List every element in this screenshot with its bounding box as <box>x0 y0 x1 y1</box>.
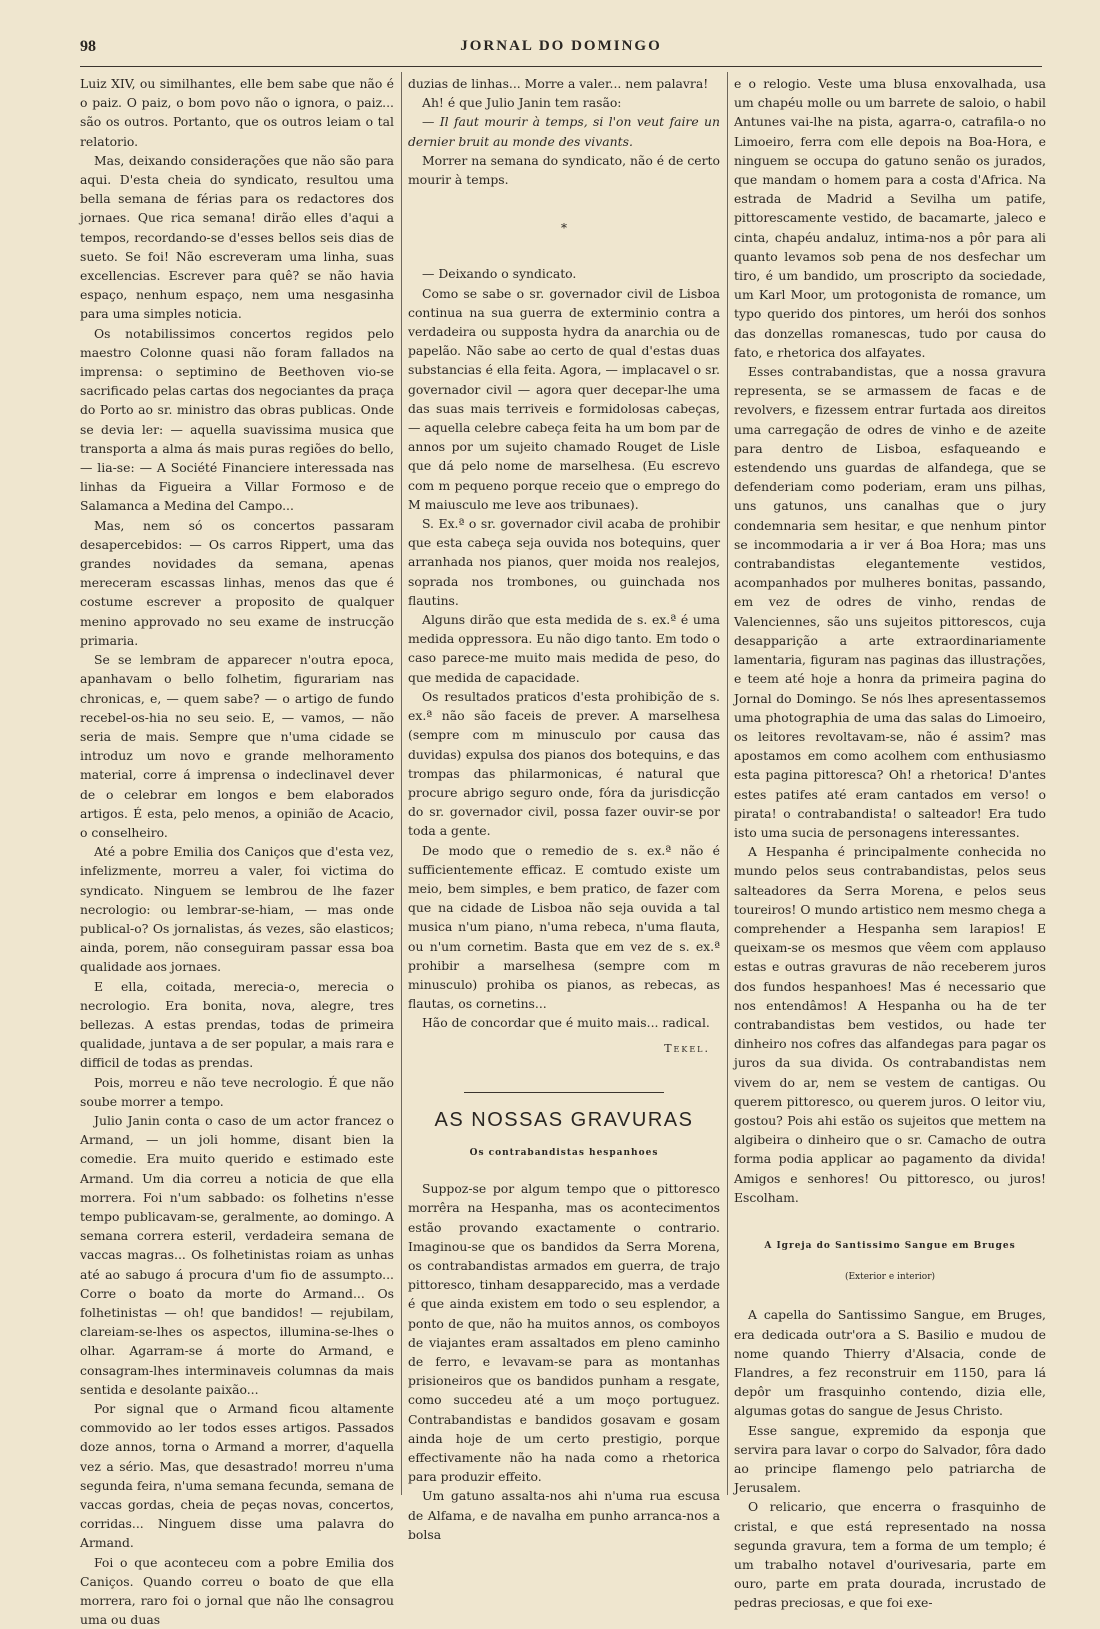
paragraph: Esse sangue, expremido da esponja que servira para lavar o corpo do Salvador, fôra dado ao principe flamengo pelo patriarcha de Jerusalem. <box>734 1422 1046 1496</box>
paragraph: e o relogio. Veste uma blusa enxovalhada, usa um chapéu molle ou um barrete de saloio, o habil Antunes vai-lhe na pista, agarra-o, catrafila-o no Limoeiro, ferra com elle depois na Boa-Hora, e ninguem se occupa do gatuno senão os jurados, que mandam o homem para a costa d'Africa. Na estrada de Madrid a Sevilha um patife, pittorescamente vestido, de bacamarte, jaleco e cinta, chapéu andaluz, intima-nos a pôr para ali quanto levamos sob pena de nos desfechar um tiro, é um bandido, um proscripto da sociedade, um Karl Moor, um protogonista de romance, um typo querido dos pintores, um herói dos sonhos das donzellas romanescas, tudo por causa do fato, e rhetorica dos alfayates. <box>734 76 1046 360</box>
paragraph: O relicario, que encerra o frasquinho de cristal, e que está representado na nossa segunda gravura, tem a forma de um templo; é um trabalho notavel d'ourivesaria, parte em ouro, parte em prata dourada, incrustado de pedras preciosas, e que foi exe- <box>734 1499 1046 1611</box>
paragraph: S. Ex.ª o sr. governador civil acaba de prohibir que esta cabeça seja ouvida nos botequins, quer arranhada nos pianos, quer moida nos realejos, soprada nos trombones, ou guinchada nos flautins. <box>408 516 720 608</box>
article-subtitle: Os contrabandistas hespanhoes <box>469 1147 659 1158</box>
paragraph: Hão de concordar que é muito mais... radical. <box>422 1015 710 1031</box>
paragraph: Luiz XIV, ou similhantes, elle bem sabe que não é o paiz. O paiz, o bom povo não o ignora, o paiz... são os outros. Portanto, que os outros leiam o tal relatorio. <box>80 76 394 149</box>
paragraph: Mas, deixando considerações que não são para aqui. D'esta cheia do syndicato, resultou uma bella semana de férias para os redactores dos jornaes. Que rica semana! dirão elles d'aqui a tempos, recordando-se d'esses bellos seis dias de sueto. Se foi! Não escreveram uma linha, suas excellencias. Escrever para quê? se não havia espaço, nenhum espaço, nem uma nesgasinha para uma simples noticia. <box>80 152 394 322</box>
section-star: * <box>561 221 567 236</box>
paragraph: Esses contrabandistas, que a nossa gravura representa, se se armassem de facas e de revolvers, e fizessem entrar furtada aos direitos uma carregação de odres de vinho e de azeite para dentro de Lisboa, esfaqueando e estendendo uns guardas de alfandega, que se defenderiam como poderiam, eram uns pilhas, uns gatunos, uns canalhas que o jury condemnaria sem hesitar, e que nenhum pintor se incommodaria a ir ver á Boa Hora; mas uns contrabandistas elegantemente vestidos, acompanhados por mulheres bonitas, passando, em vez de odres de vinho, rendas de Valenciennes, são uns sujeitos pittorescos, cuja desapparição a arte extraordinariamente lamentaria, figuram nas paginas das illustrações, e teem até hoje a honra da primeira pagina do Jornal do Domingo. Se nós lhes apresentassemos uma photographia de uma das salas do Limoeiro, os leitores revoltavam-se, não é assim? mas apostamos em como acolhem com enthusiasmo esta pagina pittoresca? Oh! a rhetorica! D'antes estes patifes até eram cantados em verso! o pirata! o contrabandista! o salteador! Era tudo isto uma sucia de personagens interessantes. <box>734 364 1046 840</box>
column-2 <box>408 74 720 1542</box>
paragraph: Os resultados praticos d'esta prohibição de s. ex.ª não são faceis de prever. A marselhesa (sempre com m minusculo por causa das duvidas) expulsa dos pianos dos botequins, e das trompas das philarmonicas, é natural que procure abrigo seguro onde, fóra da jurisdicção do sr. governador civil, possa fazer ouvir-se por toda a gente. <box>408 688 720 839</box>
column-1 <box>80 74 394 1628</box>
page-header <box>80 38 1042 66</box>
masthead: JORNAL DO DOMINGO <box>460 38 662 54</box>
paragraph: Alguns dirão que esta medida de s. ex.ª é uma medida oppressora. Eu não digo tanto. Em todo o caso parece-me muito mais medida de peso, do que medida de capacidade. <box>408 612 720 685</box>
paragraph: Os notabilissimos concertos regidos pelo maestro Colonne quasi não foram fallados na imprensa: o septimino de Beethoven vio-se sacrificado pelas cartas dos negociantes da praça do Porto ao sr. ministro das obras publicas. Onde se devia ler: — aquella suavissima musica que transporta a alma ás mais puras regiões do bello, — lia-se: — A Société Financiere interessada nas linhas da Figueira a Villar Formoso e de Salamanca a Medina del Campo... <box>80 325 394 514</box>
page-number: 98 <box>80 38 96 55</box>
paragraph: De modo que o remedio de s. ex.ª não é sufficientemente efficaz. E comtudo existe um meio, bem simples, e bem pratico, de fazer com que na cidade de Lisboa não seja ouvida a tal musica n'um piano, n'uma rebeca, n'uma flauta, ou n'um cornetim. Basta que em vez de s. ex.ª prohibir a marselhesa (sempre com m minusculo) prohiba os pianos, as rebecas, as flautas, os cornetins... <box>408 842 720 1012</box>
column-rule-2 <box>727 72 728 1495</box>
paragraph: A capella do Santissimo Sangue, em Bruges, era dedicada outr'ora a S. Basilio e mudou de nome quando Thierry d'Alsacia, conde de Flandres, a fez reconstruir em 1150, para lá depôr um frasquinho contendo, dizia elle, algumas gotas do sangue de Jesus Christo. <box>734 1307 1046 1419</box>
paragraph: E ella, coitada, merecia-o, merecia o necrologio. Era bonita, nova, alegre, tres bellezas. A estas prendas, todas de primeira qualidade, juntava a de ser popular, a mais rara e difficil de todas as prendas. <box>80 978 394 1071</box>
header-rule <box>80 66 1042 67</box>
section-title: AS NOSSAS GRAVURAS <box>434 1108 694 1131</box>
paragraph: Julio Janin conta o caso de um actor francez o Armand, — un joli homme, disant bien la comedie. Era muito querido e estimado este Armand. Um dia correu a noticia de que ella morrera. Foi n'um sabbado: os folhetins n'esse tempo publicavam-se, geralmente, ao domingo. A semana correra esteril, verdadeira semana de vaccas magras... Os folhetinistas roiam as unhas até ao sabugo á procura d'um fio de assumpto... Corre o boato da morte do Armand... Os folhetinistas — oh! que bandidos! — rejubilam, clareiam-se-lhes os aspectos, illumina-se-lhes o olhar. Agarram-se á morte do Armand, e consagram-lhes interminaveis columnas da mais sentida e desolante paixão... <box>80 1112 394 1397</box>
paragraph: Mas, nem só os concertos passaram desapercebidos: — Os carros Rippert, uma das grandes novidades da semana, apenas mereceram escassas linhas, menos das que é costume escrever a proposito de qualquer menino approvado no seu exame de instrucção primaria. <box>80 517 394 648</box>
paragraph: Até a pobre Emilia dos Caniços que d'esta vez, infelizmente, morreu a valer, foi victima do syndicato. Ninguem se lembrou de lhe fazer necrologio: ou lembrar-se-hiam, — mas onde publical-o? Os jornalistas, ás vezes, são elasticos; ainda, porem, não conseguiram passar essa boa qualidade aos jornaes. <box>80 844 394 975</box>
paragraph: — Deixando o syndicato. <box>422 266 577 282</box>
paragraph: Morrer na semana do syndicato, não é de certo mourir à temps. <box>408 152 720 188</box>
paragraph: Ah! é que Julio Janin tem rasão: <box>422 95 622 111</box>
paragraph: Foi o que aconteceu com a pobre Emilia dos Caniços. Quando correu o boato de que ella morrera, raro foi o jornal que não lhe consagrou uma ou duas <box>80 1554 394 1628</box>
column-rule-1 <box>401 72 402 1495</box>
column-3 <box>734 74 1046 1611</box>
paragraph: Um gatuno assalta-nos ahi n'uma rua escusa de Alfama, e de navalha em punho arranca-nos a bolsa <box>408 1488 720 1542</box>
paragraph: Pois, morreu e não teve necrologio. É que não soube morrer a tempo. <box>80 1074 394 1109</box>
paragraph: A Hespanha é principalmente conhecida no mundo pelos seus contrabandistas, pelos seus salteadores da Serra Morena, e pelos seus toureiros! O mundo artistico nem mesmo chega a comprehender a Hespanha sem larapios! E queixam-se os mesmos que vêem com applauso estas e outras gravuras de não receberem juros dos fundos hespanhoes! Mas é necessario que nos entendâmos! A Hespanha ou ha de ter contrabandistas bem vestidos, ou hade ter dinheiro nos cofres das alfandegas para pagar os juros da sua divida. Os contrabandistas nem vivem do ar, nem se vestem de cantigas. Ou querem pittoresco, ou querem juros. O leitor viu, gostou? Pois ahi estão os sujeitos que mettem na algibeira o dinheiro que o sr. Camacho de outra forma podia applicar ao pagamento da divida! Amigos e senhores! Ou pittoresco, ou juros! Escolham. <box>734 844 1046 1205</box>
article-title: A Igreja do Santissimo Sangue em Bruges <box>764 1240 1016 1251</box>
paragraph: Se se lembram de apparecer n'outra epoca, apanhavam o bello folhetim, figurariam nas chronicas, e, — quem sabe? — o artigo de fundo recebel-os-hia no seu seio. E, — vamos, — não seria de mais. Sempre que n'uma cidade se introduz um novo e grande melhoramento material, corre á imprensa o indeclinavel dever de o celebrar em longos e bem elaborados artigos. É esta, pelo menos, a opinião de Acacio, o conselheiro. <box>80 652 394 840</box>
paragraph: Como se sabe o sr. governador civil de Lisboa continua na sua guerra de exterminio contra a verdadeira ou supposta hydra da anarchia ou de papelão. Não sabe ao certo de qual d'estas duas substancias é ella feita. Agora, — implacavel o sr. governador civil — agora quer decepar-lhe uma das suas mais terriveis e formidolosas cabeças, — aquella celebre cabeça feita ha um bom par de annos por um sujeito chamado Rouget de Lisle que dá pelo nome de marselhesa. (Eu escrevo com m pequeno porque receio que o emprego do M maiusculo me leve aos tribunaes). <box>408 285 720 512</box>
paragraph: duzias de linhas... Morre a valer... nem palavra! <box>408 76 709 91</box>
article-subtitle: (Exterior e interior) <box>844 1272 936 1283</box>
section-divider <box>464 1092 664 1093</box>
paragraph: Suppoz-se por algum tempo que o pittoresco morrêra na Hespanha, mas os acontecimentos estão provando exactamente o contrario. Imaginou-se que os bandidos da Serra Morena, os contrabandistas armados em guerra, de trajo pittoresco, tinham desapparecido, mas a verdade é que ainda existem em todo o seu esplendor, a ponto de que, não ha muitos annos, os comboyos de viajantes eram assaltados em pleno caminho de ferro, e levavam-se para as montanhas prisioneiros que os bandidos punham a resgate, como succedeu até a um moço portuguez. Contrabandistas e bandidos gosavam e gosam ainda hoje de um certo prestigio, porque effectivamente não ha nada como a rhetorica para produzir effeito. <box>408 1181 720 1485</box>
paragraph: Por signal que o Armand ficou altamente commovido ao ler todos esses artigos. Passados doze annos, torna o Armand a morrer, d'aquella vez a sério. Mas, que desastrado! morreu n'uma segunda feira, n'uma semana fecunda, semana de vaccas gordas, cheia de peças novas, concertos, corridas... Ninguem disse uma palavra do Armand. <box>80 1401 394 1551</box>
author-signature: Tekel. <box>664 1041 710 1055</box>
quote: — Il faut mourir à temps, si l'on veut faire un dernier bruit au monde des vivants. <box>408 114 720 149</box>
